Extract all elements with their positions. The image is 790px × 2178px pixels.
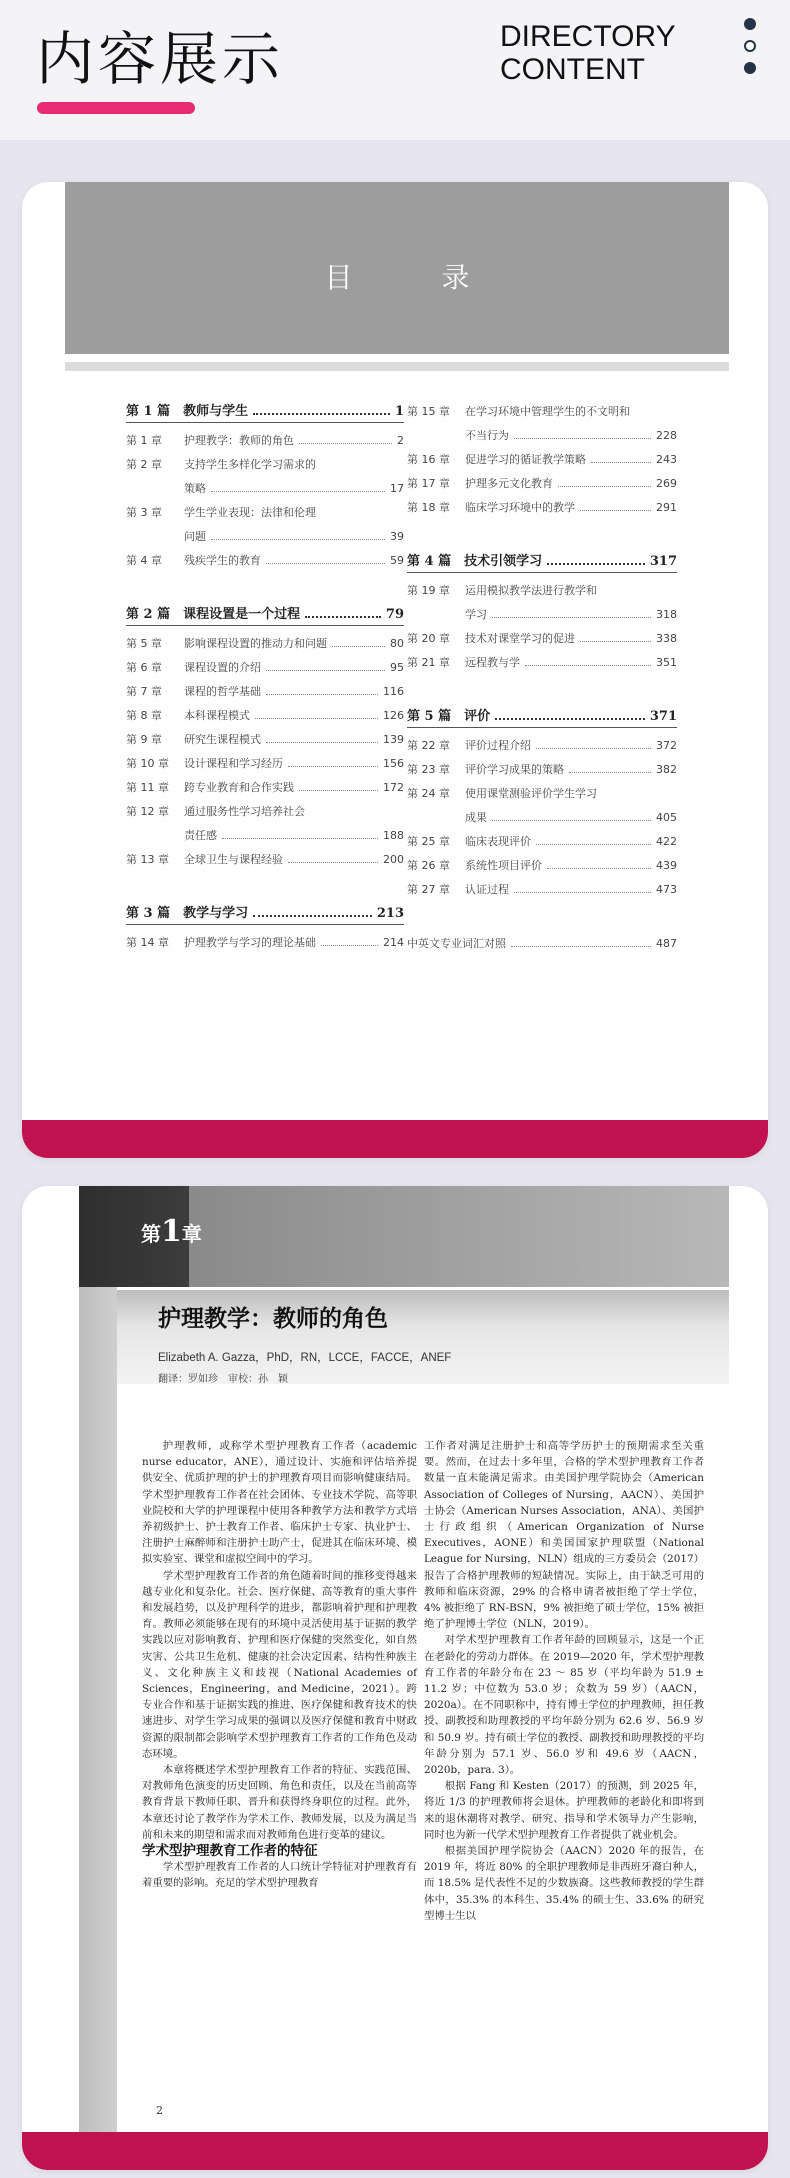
pagination-dots [744, 18, 760, 84]
card-bottom-band [22, 1120, 768, 1158]
dot-leader [591, 462, 651, 463]
chapter-number: 第 14 章 [126, 936, 169, 949]
paragraph: 本章将概述学术型护理教育工作者的特征、实践范围、对教师角色演变的历史回顾、角色和责任，以及在当前高等教育背景下教师任职、晋升和获得终身职位的过程。此外，本章还讨论了教学作为学术工作、教师发展，以及为满足当前和未来的期望和需求而对教师角色进行变革的建议。 [142, 1764, 417, 1841]
chapter-number: 第 3 章 [126, 506, 162, 519]
toc-entry [407, 878, 677, 902]
body-text-left [142, 1438, 417, 1892]
page-number: 2 [397, 434, 404, 447]
part-page: 79 [385, 607, 404, 622]
toc-entry [407, 932, 677, 956]
page-number: 126 [383, 709, 404, 722]
chapter-title: 评价过程介绍 [465, 739, 531, 752]
chapter-title: 远程教与学 [465, 656, 520, 669]
toc-left-column [126, 400, 404, 955]
part-label: 第 2 篇 课程设置是一个过程 [126, 607, 301, 622]
dot-icon [744, 18, 756, 30]
toc-entry [126, 728, 404, 752]
english-heading-line1: DIRECTORY [500, 20, 676, 53]
chapter-title: 影响课程设置的推动力和问题 [184, 637, 327, 650]
page-margin-stripe [79, 1186, 117, 2132]
section-heading: 学术型护理教育工作者的特征 [142, 1843, 318, 1860]
toc-right-column [407, 400, 677, 956]
page-number: 172 [383, 781, 404, 794]
chapter-title: 全球卫生与课程经验 [184, 853, 283, 866]
toc-entry [407, 472, 677, 496]
english-heading [500, 20, 676, 86]
toc-entry [407, 627, 677, 651]
page-number: 382 [656, 763, 677, 776]
chapter-preview-card [22, 1186, 768, 2170]
paragraph: 工作者对满足注册护士和高等学历护士的预期需求至关重要。然而，在过去十多年里，合格的学术型护理教育工作者数量一直未能满足需求。由美国护理学院协会（American Association of Colleges of Nursing，AACN）、美国护士协会（American Nurses Association，ANA）、美国护士行政组织（American Organization of Nurse Executives，AONE）和美国国家护理联盟（National League for Nursing，NLN）组成的三方委员会（2017）报告了合格护理教师的短缺情况。实际上，由于缺乏可用的教师和临床资源，29% 的合格申请者被拒绝了学士学位，4% 被拒绝了 RN-BSN，9% 被拒绝了硕士学位，15% 被拒绝了护理博士学位（NLN，2019）。 [424, 1440, 704, 1631]
chapter-title: 使用课堂测验评价学生学习 [465, 787, 597, 800]
paragraph: 护理教师，或称学术型护理教育工作者（academic nurse educator，ANE），通过设计、实施和评估培养提供安全、优质护理的护士的护理教育项目而影响健康结局。学术型护理教育工作者在社会团体、专业技术学院、高等职业院校和大学的护理课程中使用各种教学方法和教学方式培养初级护士、护士教育工作者、临床护士专家、执业护士、注册护士麻醉师和注册护士助产士，促进其在临床环境、模拟实验室、课堂和虚拟空间中的学习。 [142, 1440, 417, 1566]
dot-icon [744, 40, 756, 52]
chapter-title: 课程的哲学基础 [184, 685, 261, 698]
paragraph: 学术型护理教育工作者的角色随着时间的推移变得越来越专业化和复杂化。社会、医疗保健、高等教育的重大事件和发展趋势，以及护理科学的进步，都影响着护理和护理教育。教师必须能够在现有的环境中灵活使用基于证据的教学实践以应对影响教育、护理和医疗保健的突然变化，如自然灾害、公共卫生危机、健康的社会决定因素、结构性种族主义、文化种族主义和歧视（National Academies of Sciences，Engineering，and Medicine，2021）。跨专业合作和基于证据实践的推进、医疗保健和教育技术的快速进步、对学生学习成果的强调以及医疗保健和教育中财政资源的限制都会影响学术型护理教育工作者的工作角色及动态环境。 [142, 1569, 417, 1760]
chapter-title: 残疾学生的教育 [184, 554, 261, 567]
chapter-title: 中英文专业词汇对照 [407, 937, 506, 950]
dot-leader [547, 868, 651, 869]
card-bottom-band [22, 2132, 768, 2170]
part-label: 第 4 篇 技术引领学习 [407, 554, 543, 569]
toc-entry [407, 424, 677, 448]
chapter-number: 第 6 章 [126, 661, 162, 674]
toc-entry [126, 632, 404, 656]
chapter-number: 第 16 章 [407, 453, 450, 466]
dot-leader [266, 742, 378, 743]
page-number: 139 [383, 733, 404, 746]
dot-leader [288, 862, 378, 863]
toc-entry [407, 758, 677, 782]
dot-leader [288, 766, 378, 767]
chapter-title: 护理多元文化教育 [465, 477, 553, 490]
chapter-number: 第 12 章 [126, 805, 169, 818]
dot-leader [536, 748, 651, 749]
page-number: 487 [656, 937, 677, 950]
toc-entry [407, 651, 677, 675]
dot-leader [511, 946, 651, 947]
part-label: 第 5 篇 评价 [407, 709, 491, 724]
toc-entry [126, 704, 404, 728]
paragraph: 对学术型护理教育工作者年龄的回顾显示，这是一个正在老龄化的劳动力群体。在 2019—2020 年，学术型护理教育工作者的年龄分布在 23 ～ 85 岁（平均年龄为 51.9 ± 11.2 岁；中位数为 53.0 岁；众数为 59 岁）（AACN，2020a）。在不同职称中，持有博士学位的护理教师，担任教授、副教授和助理教授的平均年龄分别为 62.6 岁、56.9 岁和 50.9 岁。持有硕士学位的教授、副教授和助理教授的平均年龄分别为 57.1 岁、56.0 岁和 49.6 岁（AACN，2020b，para. 3）。 [424, 1634, 704, 1777]
dot-icon [744, 62, 756, 74]
dot-leader [492, 820, 651, 821]
dot-leader [495, 718, 645, 720]
page-header [0, 0, 790, 140]
page-number: 2 [156, 2104, 163, 2117]
chapter-number: 第 26 章 [407, 859, 450, 872]
toc-entry [126, 549, 404, 573]
toc-entry [126, 525, 404, 549]
part-label: 第 1 篇 教师与学生 [126, 404, 249, 419]
chapter-prefix: 第 [141, 1222, 161, 1246]
toc-entry [126, 848, 404, 872]
toc-entry [407, 734, 677, 758]
chapter-number: 第 2 章 [126, 458, 162, 471]
chapter-suffix: 章 [181, 1222, 202, 1246]
toc-entry [407, 830, 677, 854]
dot-leader [266, 694, 378, 695]
chapter-title: 设计课程和学习经历 [184, 757, 283, 770]
toc-entry [407, 496, 677, 520]
dot-leader [525, 665, 651, 666]
toc-entry [126, 501, 404, 525]
page-number: 95 [390, 661, 404, 674]
chapter-translator: 翻译：罗如珍 审校：孙 颖 [158, 1374, 288, 1385]
chapter-number: 第 18 章 [407, 501, 450, 514]
toc-banner [65, 182, 729, 354]
part-page: 1 [394, 404, 404, 419]
page-number: 80 [390, 637, 404, 650]
chapter-title: 在学习环境中管理学生的不文明和 [465, 405, 630, 418]
chapter-title: 研究生课程模式 [184, 733, 261, 746]
chapter-label [141, 1214, 202, 1249]
toc-gap [407, 520, 677, 550]
toc-entry [407, 448, 677, 472]
divider [65, 362, 729, 371]
toc-part-heading [407, 550, 677, 573]
dot-leader [547, 563, 645, 565]
chapter-number: 第 5 章 [126, 637, 162, 650]
dot-leader [305, 616, 381, 618]
dot-leader [222, 838, 378, 839]
dot-leader [558, 486, 651, 487]
toc-entry [407, 400, 677, 424]
page-number: 214 [383, 936, 404, 949]
page-number: 405 [656, 811, 677, 824]
chapter-number: 第 8 章 [126, 709, 162, 722]
chapter-title: 认证过程 [465, 883, 509, 896]
chapter-number: 第 13 章 [126, 853, 169, 866]
toc-gap [126, 573, 404, 603]
dot-leader [580, 510, 651, 511]
chapter-title: 护理教学：教师的角色 [158, 1305, 388, 1332]
chapter-number: 第 21 章 [407, 656, 450, 669]
toc-entry [126, 752, 404, 776]
chapter-number: 第 23 章 [407, 763, 450, 776]
chapter-title: 护理教学与学习的理论基础 [184, 936, 316, 949]
page-number: 188 [383, 829, 404, 842]
page-number: 372 [656, 739, 677, 752]
dot-leader [266, 670, 385, 671]
chapter-title: 课程设置的介绍 [184, 661, 261, 674]
dot-leader [299, 790, 378, 791]
dot-leader [253, 915, 372, 917]
chapter-author: Elizabeth A. Gazza，PhD，RN，LCCE，FACCE，ANEF [158, 1352, 452, 1364]
dot-leader [211, 491, 385, 492]
chapter-number: 第 7 章 [126, 685, 162, 698]
chapter-title: 本科课程模式 [184, 709, 250, 722]
chapter-title: 成果 [465, 811, 487, 824]
toc-part-heading [126, 400, 404, 423]
english-heading-line2: CONTENT [500, 53, 645, 86]
page-number: 116 [383, 685, 404, 698]
page-number: 156 [383, 757, 404, 770]
toc-part-heading [407, 705, 677, 728]
page-number: 17 [390, 482, 404, 495]
chapter-number: 第 17 章 [407, 477, 450, 490]
dot-leader [332, 646, 385, 647]
toc-entry [126, 824, 404, 848]
chapter-number: 第 4 章 [126, 554, 162, 567]
dot-leader [514, 892, 651, 893]
page-number: 291 [656, 501, 677, 514]
chapter-number: 第 11 章 [126, 781, 169, 794]
chapter-title: 临床表现评价 [465, 835, 531, 848]
dot-leader [253, 413, 390, 415]
chapter-number: 第 22 章 [407, 739, 450, 752]
toc-entry [126, 656, 404, 680]
page-number: 422 [656, 835, 677, 848]
chapter-title: 技术对课堂学习的促进 [465, 632, 575, 645]
title-underline [37, 102, 195, 114]
toc-entry [126, 477, 404, 501]
body-text-right [424, 1438, 704, 1924]
chapter-title: 学生学业表现：法律和伦理 [184, 506, 316, 519]
chapter-title: 不当行为 [465, 429, 509, 442]
part-page: 317 [649, 554, 677, 569]
chapter-number: 第 1 章 [126, 434, 162, 447]
part-label: 第 3 篇 教学与学习 [126, 906, 249, 921]
part-page: 213 [376, 906, 404, 921]
chapter-title: 系统性项目评价 [465, 859, 542, 872]
chapter-title: 运用模拟教学法进行教学和 [465, 584, 597, 597]
chapter-title: 支持学生多样化学习需求的 [184, 458, 316, 471]
page-title: 内容展示 [36, 25, 285, 93]
dot-leader [299, 443, 392, 444]
toc-entry [407, 854, 677, 878]
chapter-title: 通过服务性学习培养社会 [184, 805, 305, 818]
chapter-number: 第 10 章 [126, 757, 169, 770]
chapter-title: 问题 [184, 530, 206, 543]
toc-entry [126, 429, 404, 453]
toc-card [22, 182, 768, 1158]
toc-gap [407, 675, 677, 705]
chapter-number: 第 9 章 [126, 733, 162, 746]
chapter-title: 责任感 [184, 829, 217, 842]
page-number: 318 [656, 608, 677, 621]
dot-leader [514, 438, 651, 439]
toc-entry [126, 931, 404, 955]
page-number: 39 [390, 530, 404, 543]
page-number: 243 [656, 453, 677, 466]
dot-leader [211, 539, 385, 540]
chapter-number: 第 20 章 [407, 632, 450, 645]
dot-leader [255, 718, 378, 719]
chapter-number: 第 24 章 [407, 787, 450, 800]
dot-leader [492, 617, 651, 618]
toc-entry [407, 806, 677, 830]
chapter-band [79, 1186, 729, 1287]
toc-entry [407, 782, 677, 806]
chapter-title: 策略 [184, 482, 206, 495]
chapter-number: 第 25 章 [407, 835, 450, 848]
toc-gap [407, 902, 677, 932]
paragraph: 根据 Fang 和 Kesten（2017）的预测，到 2025 年，将近 1/3 的护理教师将会退休。护理教师的老龄化和即将到来的退休潮将对教学、研究、指导和学术领导力产生影响，同时也为新一代学术型护理教育工作者提供了就业机会。 [424, 1780, 704, 1841]
chapter-title: 促进学习的循证教学策略 [465, 453, 586, 466]
toc-heading: 目 录 [324, 261, 510, 294]
toc-entry [126, 453, 404, 477]
dot-leader [321, 945, 378, 946]
toc-entry [126, 800, 404, 824]
page-number: 200 [383, 853, 404, 866]
page-number: 228 [656, 429, 677, 442]
chapter-title: 护理教学：教师的角色 [184, 434, 294, 447]
part-page: 371 [649, 709, 677, 724]
page-number: 59 [390, 554, 404, 567]
toc-entry [407, 579, 677, 603]
toc-part-heading [126, 902, 404, 925]
chapter-number: 第 15 章 [407, 405, 450, 418]
chapter-number: 1 [161, 1214, 182, 1249]
toc-entry [126, 680, 404, 704]
dot-leader [580, 641, 651, 642]
dot-leader [569, 772, 651, 773]
dot-leader [536, 844, 651, 845]
toc-part-heading [126, 603, 404, 626]
chapter-title: 临床学习环境中的教学 [465, 501, 575, 514]
page-number: 269 [656, 477, 677, 490]
chapter-title: 跨专业教育和合作实践 [184, 781, 294, 794]
chapter-title: 评价学习成果的策略 [465, 763, 564, 776]
paragraph: 学术型护理教育工作者的人口统计学特征对护理教育有着重要的影响。充足的学术型护理教育 [142, 1861, 417, 1890]
chapter-number: 第 19 章 [407, 584, 450, 597]
toc-gap [126, 872, 404, 902]
chapter-title: 学习 [465, 608, 487, 621]
page-number: 439 [656, 859, 677, 872]
page-number: 351 [656, 656, 677, 669]
page-number: 338 [656, 632, 677, 645]
chapter-number: 第 27 章 [407, 883, 450, 896]
page-number: 473 [656, 883, 677, 896]
toc-entry [126, 776, 404, 800]
dot-leader [266, 563, 385, 564]
paragraph: 根据美国护理学院协会（AACN）2020 年的报告，在 2019 年，将近 80% 的全职护理教师是非西班牙裔白种人，而 18.5% 是代表性不足的少数族裔。这些教师教授的学生群体中，35.3% 的本科生、35.4% 的硕士生、33.6% 的研究型博士生以 [424, 1845, 704, 1922]
toc-entry [407, 603, 677, 627]
